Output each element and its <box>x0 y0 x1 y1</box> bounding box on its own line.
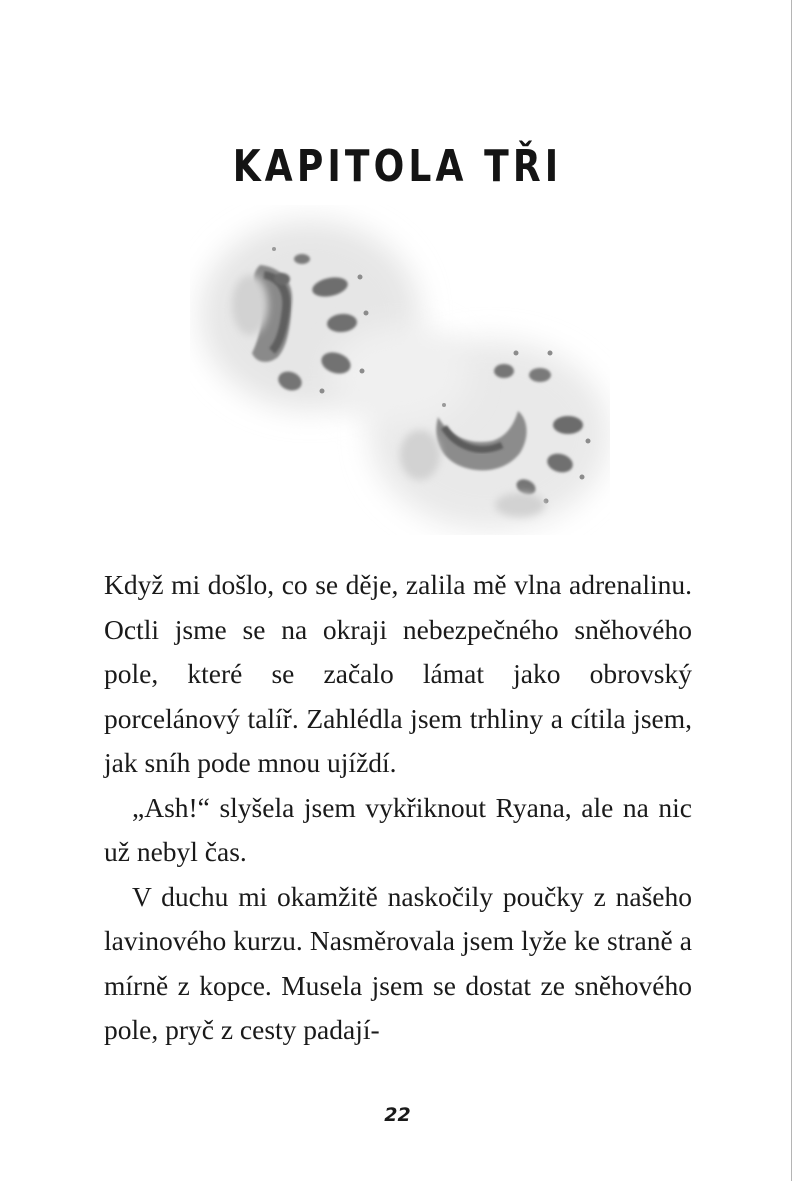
chapter-body-text <box>104 563 692 1053</box>
chapter-title: KAPITOLA TŘI <box>232 141 563 193</box>
paragraph: Když mi došlo, co se děje, zalila mě vlna adrenalinu. Octli jsme se na okraji nebezpečného sněhového pole, které se začalo lámat jako obrovský porcelánový talíř. Zahlédla jsem trhliny a cítila jsem, jak sníh pode mnou ujíždí. <box>104 569 692 778</box>
page-number: 22 <box>384 1104 411 1126</box>
paw-prints-in-snow-icon <box>190 205 610 535</box>
page-edge-line <box>791 0 792 1181</box>
paragraph: V duchu mi okamžitě naskočily poučky z našeho lavinového kurzu. Nasměrovala jsem lyže ke straně a mírně z kopce. Musela jsem se dostat ze sněhového pole, pryč z cesty padají- <box>104 880 692 1045</box>
paragraph: „Ash!“ slyšela jsem vykřiknout Ryana, ale na nic už nebyl čas. <box>104 791 692 867</box>
